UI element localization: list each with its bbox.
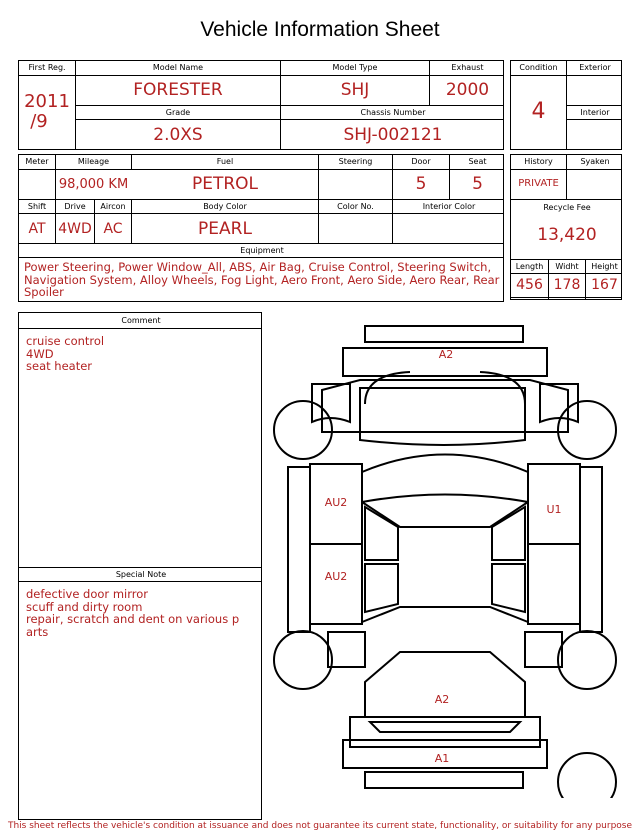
exhaust-label: Exhaust: [451, 63, 484, 72]
wheel-front-right: [558, 401, 616, 459]
damage-rear-bumper: A1: [434, 752, 450, 765]
interior-color-label: Interior Color: [422, 202, 476, 211]
model-name-label: Model Name: [152, 63, 204, 72]
comment-box: [18, 312, 262, 820]
seat-value: 5: [472, 174, 483, 194]
special-note-label: Special Note: [115, 570, 167, 579]
chassis-label: Chassis Number: [360, 108, 426, 117]
wheel-front-left: [274, 401, 332, 459]
steering-label: Steering: [338, 157, 373, 166]
history-value: PRIVATE: [518, 178, 559, 189]
drive-value: 4WD: [58, 221, 92, 237]
history-label: History: [524, 157, 553, 166]
damage-left-front-door: AU2: [324, 496, 348, 509]
syaken-label: Syaken: [580, 157, 610, 166]
door-label: Door: [411, 157, 431, 166]
height-value: 167: [591, 277, 618, 293]
exhaust-value: 2000: [445, 80, 490, 100]
left-rear-door: [310, 544, 362, 624]
fuel-value: PETROL: [191, 174, 259, 194]
height-label: Height: [591, 262, 618, 271]
windshield: [362, 455, 528, 503]
grade-label: Grade: [165, 108, 191, 117]
wheel-rear-left: [274, 631, 332, 689]
length-value: 456: [516, 277, 543, 293]
comment-text: cruise control 4WD seat heater: [26, 334, 105, 373]
rear-bumper-bottom: [365, 772, 523, 788]
wheel-rear-right: [558, 631, 616, 689]
drive-label: Drive: [64, 202, 86, 211]
condition-value: 4: [531, 99, 546, 124]
vehicle-basic-table: [18, 60, 504, 150]
width-label: Widht: [555, 262, 579, 271]
comment-label: Comment: [121, 316, 161, 325]
condition-label: Condition: [519, 63, 558, 72]
model-name-value: FORESTER: [133, 80, 223, 100]
mileage-label: Mileage: [77, 157, 110, 166]
chassis-value: SHJ-002121: [343, 125, 443, 145]
car-damage-diagram: [270, 322, 620, 798]
grade-value: 2.0XS: [153, 125, 203, 145]
aircon-value: AC: [103, 221, 123, 237]
damage-trunk: A2: [434, 693, 450, 706]
vehicle-spec-table: [18, 154, 504, 302]
equipment-label: Equipment: [240, 246, 284, 255]
right-rear-door: [528, 544, 580, 624]
body-color-label: Body Color: [203, 202, 247, 211]
page-title: Vehicle Information Sheet: [200, 18, 440, 41]
shift-label: Shift: [27, 202, 47, 211]
door-value: 5: [415, 174, 427, 194]
recycle-fee-label: Recycle Fee: [543, 203, 591, 212]
first-reg-year: 2011: [24, 91, 70, 112]
equipment-list: Power Steering, Power Window_All, ABS, Air Bag, Cruise Control, Steering Switch, Navigation System, Alloy Wheels, Fog Light, Aero Front, Aero Side, Aero Rear, Rear Spoiler: [24, 260, 504, 299]
aircon-label: Aircon: [100, 202, 126, 211]
color-no-label: Color No.: [337, 202, 374, 211]
mileage-value: 98,000 KM: [58, 177, 129, 192]
shift-value: AT: [28, 221, 46, 237]
model-type-label: Model Type: [332, 63, 378, 72]
trunk: [365, 652, 525, 717]
seat-label: Seat: [468, 157, 487, 166]
spare-wheel: [558, 753, 616, 798]
recycle-fee-value: 13,420: [537, 225, 597, 245]
length-label: Length: [515, 262, 544, 271]
model-type-value: SHJ: [340, 80, 370, 100]
damage-hood: A2: [438, 348, 454, 361]
first-reg-label: First Reg.: [28, 63, 66, 72]
front-bumper-top: [365, 326, 523, 342]
disclaimer-footer: This sheet reflects the vehicle's condition at issuance and does not guarantee its current state, functionality, or suitability for any purpose: [7, 821, 633, 831]
special-note-text: defective door mirror scuff and dirty room repair, scratch and dent on various parts: [26, 587, 240, 639]
hood: [360, 388, 525, 445]
meter-label: Meter: [25, 157, 49, 166]
exterior-label: Exterior: [579, 63, 611, 72]
dimensions-values: [510, 272, 622, 300]
first-reg-month: /9: [30, 111, 48, 132]
condition-table: [510, 60, 622, 150]
width-value: 178: [553, 277, 581, 293]
damage-right-door: U1: [546, 503, 562, 516]
interior-label: Interior: [580, 108, 610, 117]
damage-left-rear-door: AU2: [324, 570, 348, 583]
fuel-label: Fuel: [216, 157, 234, 166]
body-color-value: PEARL: [198, 219, 252, 239]
